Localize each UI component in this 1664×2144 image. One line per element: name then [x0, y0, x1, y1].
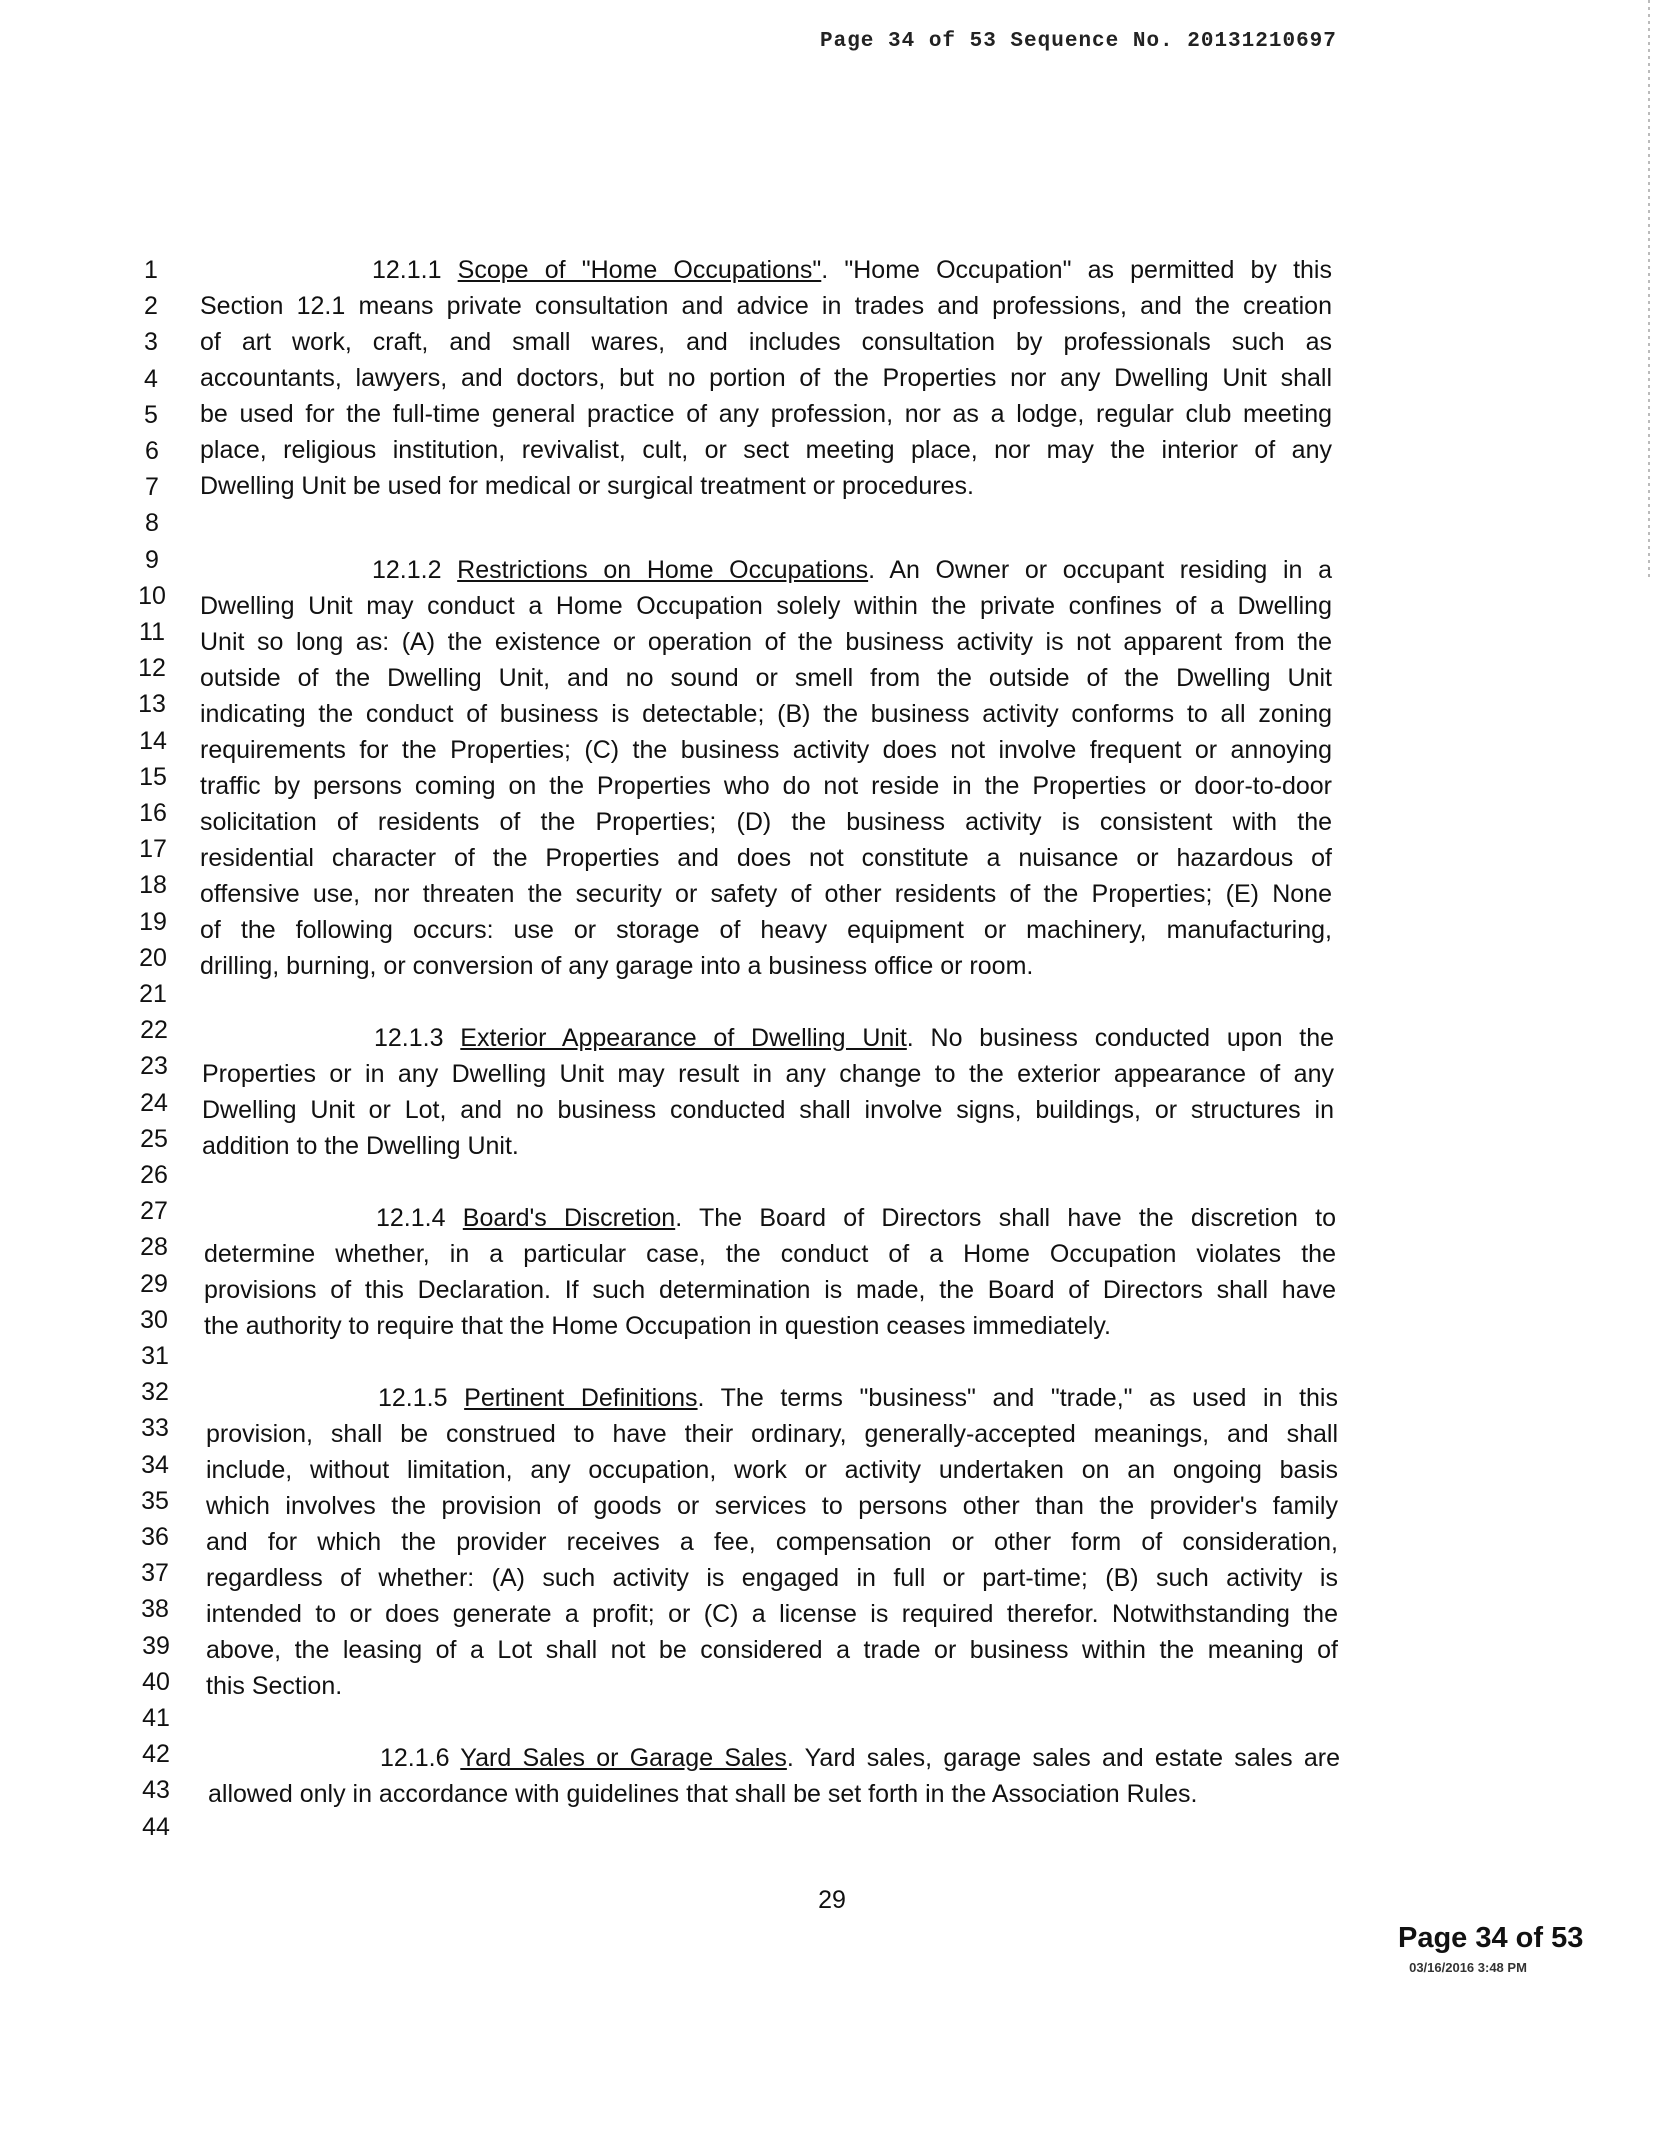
body-line: indicating the conduct of business is detectable; (B) the business activity conforms to all zoning	[200, 700, 1332, 728]
line-number: 2	[144, 292, 158, 321]
section-first-line	[206, 1380, 1338, 1416]
page-number: 29	[818, 1886, 846, 1914]
section-title: Scope of "Home Occupations"	[457, 256, 822, 284]
line-number: 36	[141, 1523, 169, 1551]
section-title: Board's Discretion	[462, 1204, 676, 1232]
stamp-page-count: Page 34 of 53	[1398, 1922, 1584, 1954]
body-line: the authority to require that the Home Occupation in question ceases immediately.	[204, 1312, 1111, 1340]
body-line: provision, shall be construed to have their ordinary, generally-accepted meanings, and shall	[206, 1420, 1338, 1448]
body-line: be used for the full-time general practice of any profession, nor as a lodge, regular club meeting	[200, 400, 1332, 428]
section-number: 12.1.6	[380, 1744, 450, 1772]
body-line: accountants, lawyers, and doctors, but no portion of the Properties nor any Dwelling Unit shall	[200, 364, 1332, 392]
header-sequence: Page 34 of 53 Sequence No. 20131210697	[820, 30, 1337, 53]
line-number: 40	[142, 1667, 170, 1696]
section-number: 12.1.2	[372, 556, 442, 584]
body-line: Unit so long as: (A) the existence or operation of the business activity is not apparent from the	[200, 628, 1332, 656]
body-line: Section 12.1 means private consultation and advice in trades and professions, and the creation	[200, 292, 1332, 320]
section-first-line	[204, 1200, 1336, 1236]
line-number: 44	[142, 1812, 170, 1841]
line-number: 11	[139, 618, 165, 646]
line-number: 42	[142, 1740, 170, 1769]
body-line: of art work, craft, and small wares, and includes consultation by professionals such as	[200, 328, 1332, 356]
stamp-datetime: 03/16/2016 3:48 PM	[1409, 1960, 1527, 1975]
body-line: regardless of whether: (A) such activity is engaged in full or part-time; (B) such activity is	[206, 1564, 1338, 1592]
line-number: 15	[139, 762, 167, 791]
line-number: 32	[141, 1378, 169, 1407]
line-number: 23	[140, 1052, 168, 1081]
line-number: 7	[145, 473, 159, 502]
line-number: 34	[141, 1450, 169, 1479]
body-line: Dwelling Unit or Lot, and no business conducted shall involve signs, buildings, or structures in	[202, 1096, 1334, 1124]
line-number: 31	[141, 1342, 169, 1370]
line-number: 22	[140, 1016, 168, 1045]
body-line: requirements for the Properties; (C) the business activity does not involve frequent or annoying	[200, 736, 1332, 764]
scan-edge	[1648, 0, 1650, 580]
section-first-line	[200, 552, 1332, 588]
line-number: 21	[139, 980, 167, 1008]
line-number: 19	[139, 907, 167, 936]
body-line: traffic by persons coming on the Properties who do not reside in the Properties or door-to-door	[200, 772, 1332, 800]
section-first-line-text: . The Board of Directors shall have the discretion to	[675, 1204, 1337, 1232]
section-number: 12.1.5	[378, 1384, 448, 1412]
section-first-line	[200, 252, 1332, 288]
line-number: 13	[138, 690, 166, 719]
section-number: 12.1.3	[374, 1024, 444, 1052]
section-title: Restrictions on Home Occupations	[457, 556, 869, 584]
line-number: 28	[140, 1233, 168, 1262]
body-line: this Section.	[206, 1672, 343, 1700]
line-number: 33	[141, 1414, 169, 1443]
body-line: which involves the provision of goods or services to persons other than the provider's family	[206, 1492, 1338, 1520]
line-number: 17	[139, 835, 167, 864]
line-number: 29	[140, 1269, 168, 1298]
body-line: and for which the provider receives a fee, compensation or other form of consideration,	[206, 1528, 1338, 1556]
body-line: Dwelling Unit may conduct a Home Occupation solely within the private confines of a Dwelling	[200, 592, 1332, 620]
section-title: Yard Sales or Garage Sales	[460, 1744, 787, 1772]
line-number: 27	[140, 1197, 168, 1226]
line-number: 20	[139, 943, 167, 972]
line-number: 4	[144, 364, 158, 393]
section-first-line-text: . Yard sales, garage sales and estate sales are	[786, 1744, 1340, 1772]
body-line: place, religious institution, revivalist, cult, or sect meeting place, nor may the interior of any	[200, 436, 1332, 464]
body-line: residential character of the Properties and does not constitute a nuisance or hazardous of	[200, 844, 1332, 872]
body-line: Dwelling Unit be used for medical or surgical treatment or procedures.	[200, 472, 974, 500]
line-number: 25	[140, 1124, 168, 1153]
line-number: 12	[138, 654, 166, 683]
body-line: intended to or does generate a profit; or (C) a license is required therefor. Notwithstanding the	[206, 1600, 1338, 1628]
body-line: addition to the Dwelling Unit.	[202, 1132, 519, 1160]
body-line: solicitation of residents of the Properties; (D) the business activity is consistent with the	[200, 808, 1332, 836]
line-number: 39	[142, 1631, 170, 1660]
line-number: 5	[144, 400, 158, 429]
line-number: 9	[145, 545, 159, 574]
line-number: 43	[142, 1776, 170, 1805]
section-first-line	[202, 1020, 1334, 1056]
line-number: 1	[144, 256, 158, 284]
section-title: Exterior Appearance of Dwelling Unit	[460, 1024, 907, 1052]
body-line: allowed only in accordance with guidelines that shall be set forth in the Association Rules.	[208, 1780, 1198, 1808]
line-number: 8	[145, 509, 159, 538]
section-first-line-text: . No business conducted upon the	[906, 1024, 1335, 1052]
section-first-line-text: . The terms "business" and "trade," as used in this	[697, 1384, 1338, 1412]
line-number: 35	[141, 1486, 169, 1515]
line-number: 18	[139, 871, 167, 900]
body-line: Properties or in any Dwelling Unit may result in any change to the exterior appearance of any	[202, 1060, 1334, 1088]
line-number: 30	[140, 1305, 168, 1334]
section-first-line	[208, 1740, 1340, 1776]
body-line: outside of the Dwelling Unit, and no sound or smell from the outside of the Dwelling Unit	[200, 664, 1332, 692]
line-number: 37	[141, 1559, 169, 1588]
line-number: 16	[139, 799, 167, 827]
section-first-line-text: . An Owner or occupant residing in a	[868, 556, 1332, 584]
line-number: 26	[140, 1161, 168, 1189]
body-line: of the following occurs: use or storage of heavy equipment or machinery, manufacturing,	[200, 916, 1332, 944]
section-number: 12.1.1	[372, 256, 442, 284]
section-number: 12.1.4	[376, 1204, 446, 1232]
section-title: Pertinent Definitions	[464, 1384, 698, 1412]
body-line: include, without limitation, any occupation, work or activity undertaken on an ongoing basis	[206, 1456, 1338, 1484]
line-number: 14	[139, 726, 167, 755]
section-first-line-text: . "Home Occupation" as permitted by this	[821, 256, 1332, 284]
line-number: 41	[142, 1704, 170, 1732]
body-line: drilling, burning, or conversion of any garage into a business office or room.	[200, 952, 1034, 980]
line-number: 38	[141, 1595, 169, 1624]
line-number: 24	[140, 1088, 168, 1117]
body-line: provisions of this Declaration. If such determination is made, the Board of Directors shall have	[204, 1276, 1336, 1304]
body-line: offensive use, nor threaten the security or safety of other residents of the Properties; (E) None	[200, 880, 1332, 908]
line-number: 3	[144, 328, 158, 357]
body-line: determine whether, in a particular case, the conduct of a Home Occupation violates the	[204, 1240, 1336, 1268]
line-number: 10	[138, 581, 166, 610]
body-line: above, the leasing of a Lot shall not be considered a trade or business within the meaning of	[206, 1636, 1338, 1664]
line-number: 6	[145, 437, 159, 465]
